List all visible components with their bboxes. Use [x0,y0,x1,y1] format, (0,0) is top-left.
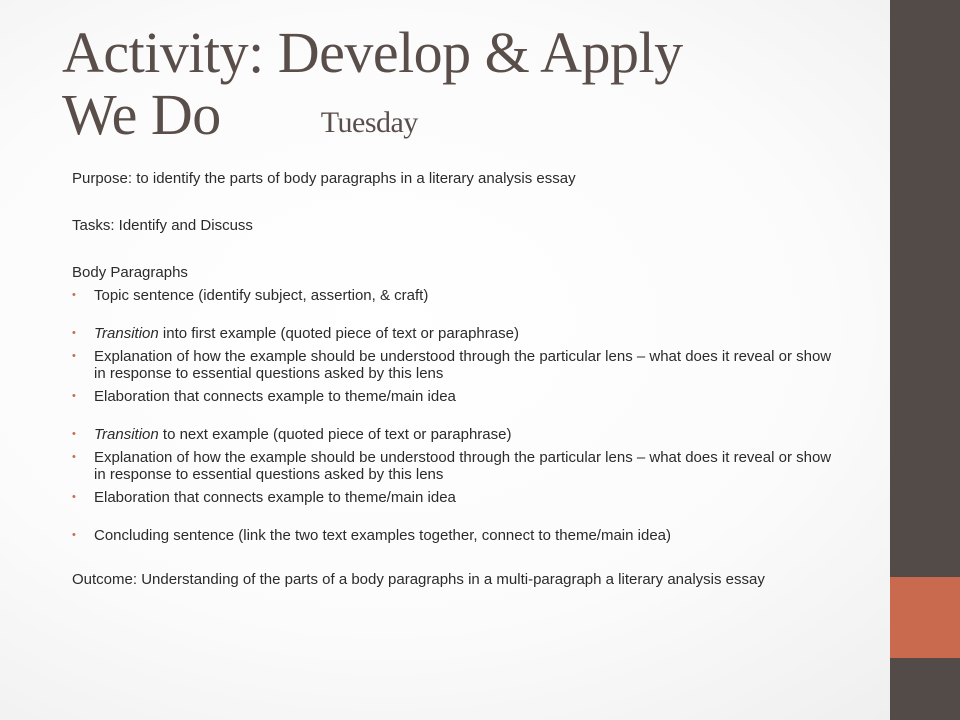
bullet-icon: • [72,327,76,339]
list-item [72,426,832,443]
bullet-italic: Transition [94,325,159,342]
bullet-text: Topic sentence (identify subject, assertion, & craft) [94,287,429,304]
title-line-2 [62,84,862,154]
section-heading: Body Paragraphs [72,264,188,281]
purpose-text: Purpose: to identify the parts of body paragraphs in a literary analysis essay [72,170,576,187]
list-item [72,388,832,405]
list-item [72,287,832,304]
list-item [72,348,832,382]
list-item [72,325,832,342]
bullet-text: Concluding sentence (link the two text examples together, connect to theme/main idea) [94,527,671,544]
bullet-list [72,287,832,544]
list-item [72,489,832,506]
tasks-text: Tasks: Identify and Discuss [72,217,253,234]
bullet-text: to next example (quoted piece of text or paraphrase) [158,426,512,443]
sidebar-accent-block [890,577,960,658]
bullet-text: Explanation of how the example should be understood through the particular lens – what does it reveal or show in response to essential questions asked by this lens [94,348,832,382]
bullet-italic: Transition [94,426,159,443]
bullet-text: Elaboration that connects example to theme/main idea [94,489,456,506]
bullet-icon: • [72,390,76,402]
bullet-icon: • [72,529,76,541]
bullet-icon: • [72,451,76,463]
list-item [72,449,832,483]
title-day: Tuesday [320,106,418,139]
bullet-text: Elaboration that connects example to theme/main idea [94,388,456,405]
list-item [72,527,832,544]
bullet-icon: • [72,350,76,362]
bullet-text: into first example (quoted piece of text or paraphrase) [158,325,519,342]
bullet-text: Explanation of how the example should be understood through the particular lens – what does it reveal or show in response to essential questions asked by this lens [94,449,832,483]
slide-title [62,22,862,154]
bullet-icon: • [72,428,76,440]
outcome-text: Outcome: Understanding of the parts of a body paragraphs in a multi-paragraph a literary analysis essay [72,571,765,588]
bullet-icon: • [72,491,76,503]
title-line-1: Activity: Develop & Apply [62,20,683,85]
slide-body [72,170,832,588]
title-we-do: We Do [62,82,221,147]
bullet-icon: • [72,289,76,301]
